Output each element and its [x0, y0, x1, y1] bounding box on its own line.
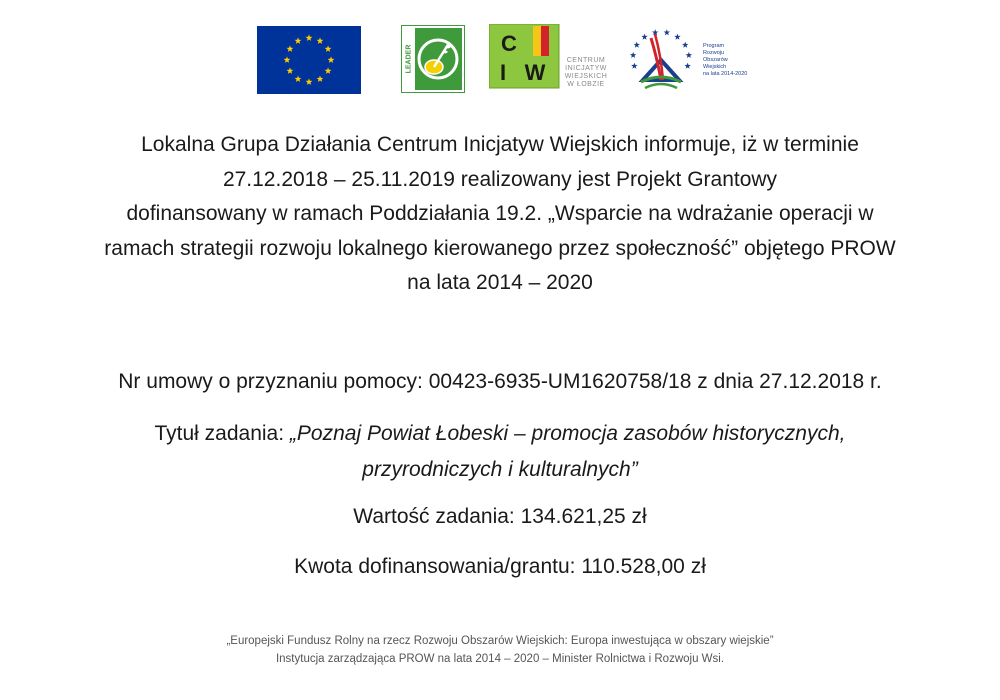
leader-logo [401, 25, 465, 93]
intro-line: na lata 2014 – 2020 [407, 271, 593, 294]
task-title-line1: „Poznaj Powiat Łobeski – promocja zasobów historycznych, [289, 421, 846, 445]
prow-emblem-icon [621, 22, 701, 94]
task-title-label: Tytuł zadania: [154, 421, 290, 445]
prow-logo [621, 22, 748, 94]
prow-star-icon [682, 42, 688, 48]
ciw-subtitle: CENTRUM INICJATYW WIEJSKICH W ŁOBZIE [564, 57, 608, 88]
ciw-logo [489, 24, 615, 96]
ciw-letter-c: C [501, 31, 517, 56]
leader-text: LEADER [405, 44, 413, 74]
prow-star-icon [641, 34, 647, 40]
ciw-mark-icon [489, 24, 561, 96]
intro-line: ramach strategii rozwoju lokalnego kierowanego przez społeczność” objętego PROW [104, 236, 896, 260]
contract-number: Nr umowy o przyznaniu pomocy: 00423-6935-UM1620758/18 z dnia 27.12.2018 r. [118, 369, 882, 393]
eu-flag-logo [257, 26, 361, 94]
footer [0, 632, 1000, 668]
prow-star-icon [664, 29, 670, 35]
prow-star-icon [631, 63, 637, 69]
task-title [0, 416, 1000, 488]
task-value: Wartość zadania: 134.621,25 zł [353, 504, 647, 528]
grant-amount: Kwota dofinansowania/grantu: 110.528,00 zł [294, 554, 706, 578]
footer-line2: Instytucja zarządzająca PROW na lata 2014 – 2020 – Minister Rolnictwa i Rozwoju Wsi. [275, 653, 725, 665]
prow-star-icon [684, 63, 690, 69]
prow-star-icon [686, 52, 692, 58]
prow-star-icon [634, 42, 640, 48]
prow-text: Program Rozwoju Obszarów Wiejskich na lata 2014-2020 [703, 43, 748, 77]
prow-star-icon [630, 52, 636, 58]
intro-line: 27.12.2018 – 25.11.2019 realizowany jest Projekt Grantowy [222, 167, 778, 191]
announcement-body [0, 128, 1000, 582]
intro-line: Lokalna Grupa Działania Centrum Inicjatyw Wiejskich informuje, iż w terminie [141, 133, 859, 156]
ciw-letter-i: I [499, 60, 507, 85]
footer-line1: „Europejski Fundusz Rolny na rzecz Rozwoju Obszarów Wiejskich: Europa inwestująca w obszary wiejskie” [226, 635, 774, 647]
ciw-letter-w: W [524, 60, 546, 85]
intro-line: dofinansowany w ramach Poddziałania 19.2. „Wsparcie na wdrażanie operacji w [126, 202, 874, 225]
task-title-line2: przyrodniczych i kulturalnych” [362, 457, 638, 481]
intro-paragraph [20, 128, 980, 301]
logo-bar [0, 22, 1000, 98]
prow-star-icon [674, 34, 680, 40]
